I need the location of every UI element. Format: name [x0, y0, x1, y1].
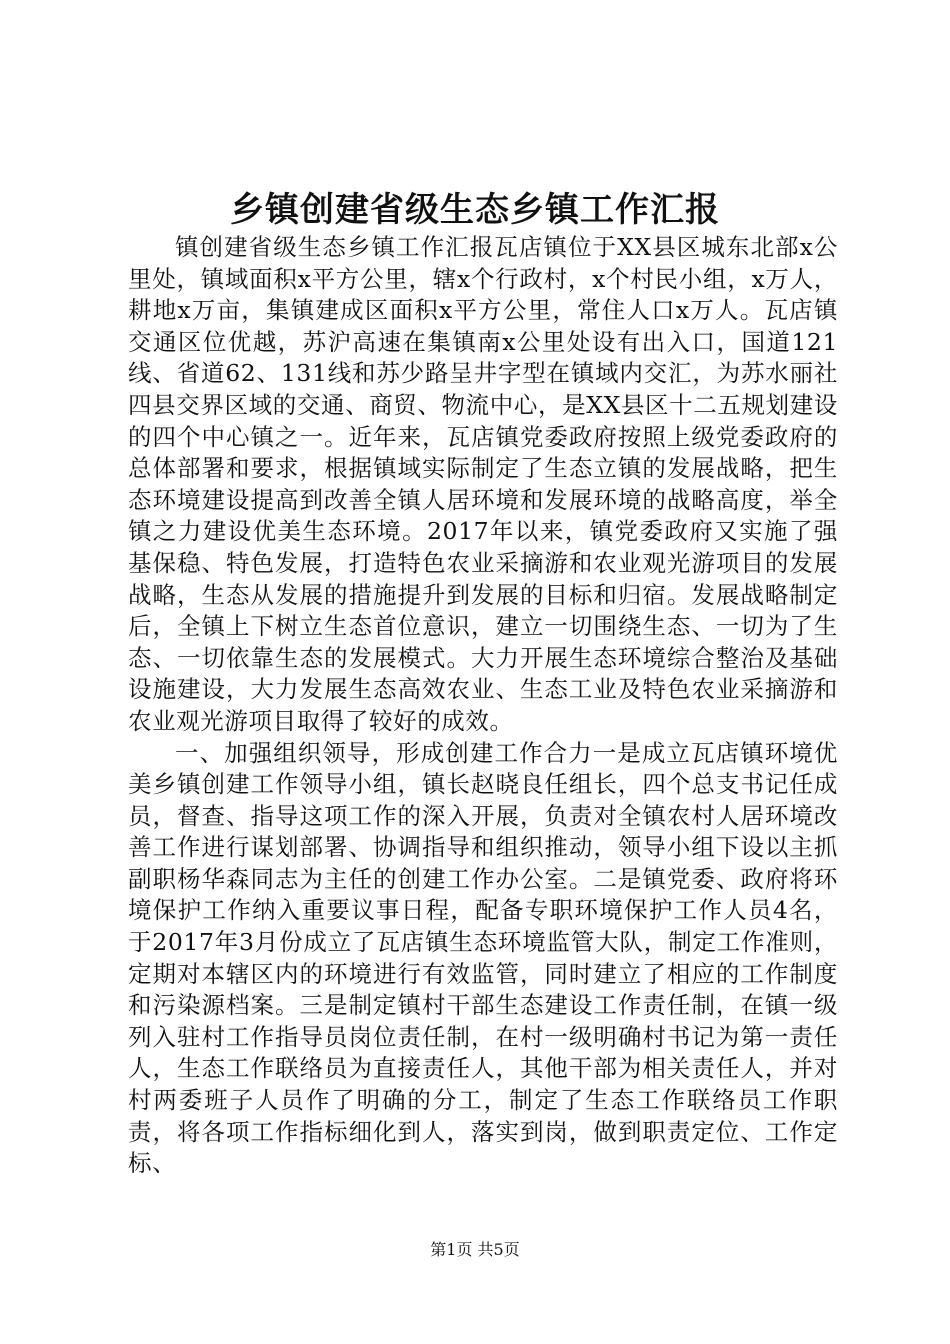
paragraph-intro: 镇创建省级生态乡镇工作汇报瓦店镇位于XX县区城东北部x公里处，镇域面积x平方公里，辖x个行政村，x个村民小组，x万人，耕地x万亩，集镇建成区面积x平方公里，常住人口x万人。瓦店镇交通区位优越，苏沪高速在集镇南x公里处设有出入口，国道121线、省道62、131线和苏少路呈井字型在镇域内交汇，为苏水丽社四县交界区域的交通、商贸、物流中心，是XX县区十二五规划建设的四个中心镇之一。近年来，瓦店镇党委政府按照上级党委政府的总体部署和要求，根据镇域实际制定了生态立镇的发展战略，把生态环境建设提高到改善全镇人居环境和发展环境的战略高度，举全镇之力建设优美生态环境。2017年以来，镇党委政府又实施了强基保稳、特色发展，打造特色农业采摘游和农业观光游项目的发展战略，生态从发展的措施提升到发展的目标和归宿。发展战略制定后，全镇上下树立生态首位意识，建立一切围绕生态、一切为了生态、一切依靠生态的发展模式。大力开展生态环境综合整治及基础设施建设，大力发展生态高效农业、生态工业及特色农业采摘游和农业观光游项目取得了较好的成效。 — [128, 233, 838, 735]
document-title: 乡镇创建省级生态乡镇工作汇报 — [230, 190, 720, 230]
paragraph-section-one: 一、加强组织领导，形成创建工作合力一是成立瓦店镇环境优美乡镇创建工作领导小组，镇长赵晓良任组长，四个总支书记任成员，督查、指导这项工作的深入开展，负责对全镇农村人居环境改善工作进行谋划部署、协调指导和组织推动，领导小组下设以主抓副职杨华森同志为主任的创建工作办公室。二是镇党委、政府将环境保护工作纳入重要议事日程，配备专职环境保护工作人员4名，于2017年3月份成立了瓦店镇生态环境监管大队，制定工作准则，定期对本辖区内的环境进行有效监管，同时建立了相应的工作制度和污染源档案。三是制定镇村干部生态建设工作责任制，在镇一级列入驻村工作指导员岗位责任制，在村一级明确村书记为第一责任人，生态工作联络员为直接责任人，其他干部为相关责任人，并对村两委班子人员作了明确的分工，制定了生态工作联络员工作职责，将各项工作指标细化到人，落实到岗，做到职责定位、工作定标、 — [128, 738, 838, 1178]
document-body — [128, 232, 838, 1180]
page-number-footer: 第1页 共5页 — [430, 1240, 520, 1259]
